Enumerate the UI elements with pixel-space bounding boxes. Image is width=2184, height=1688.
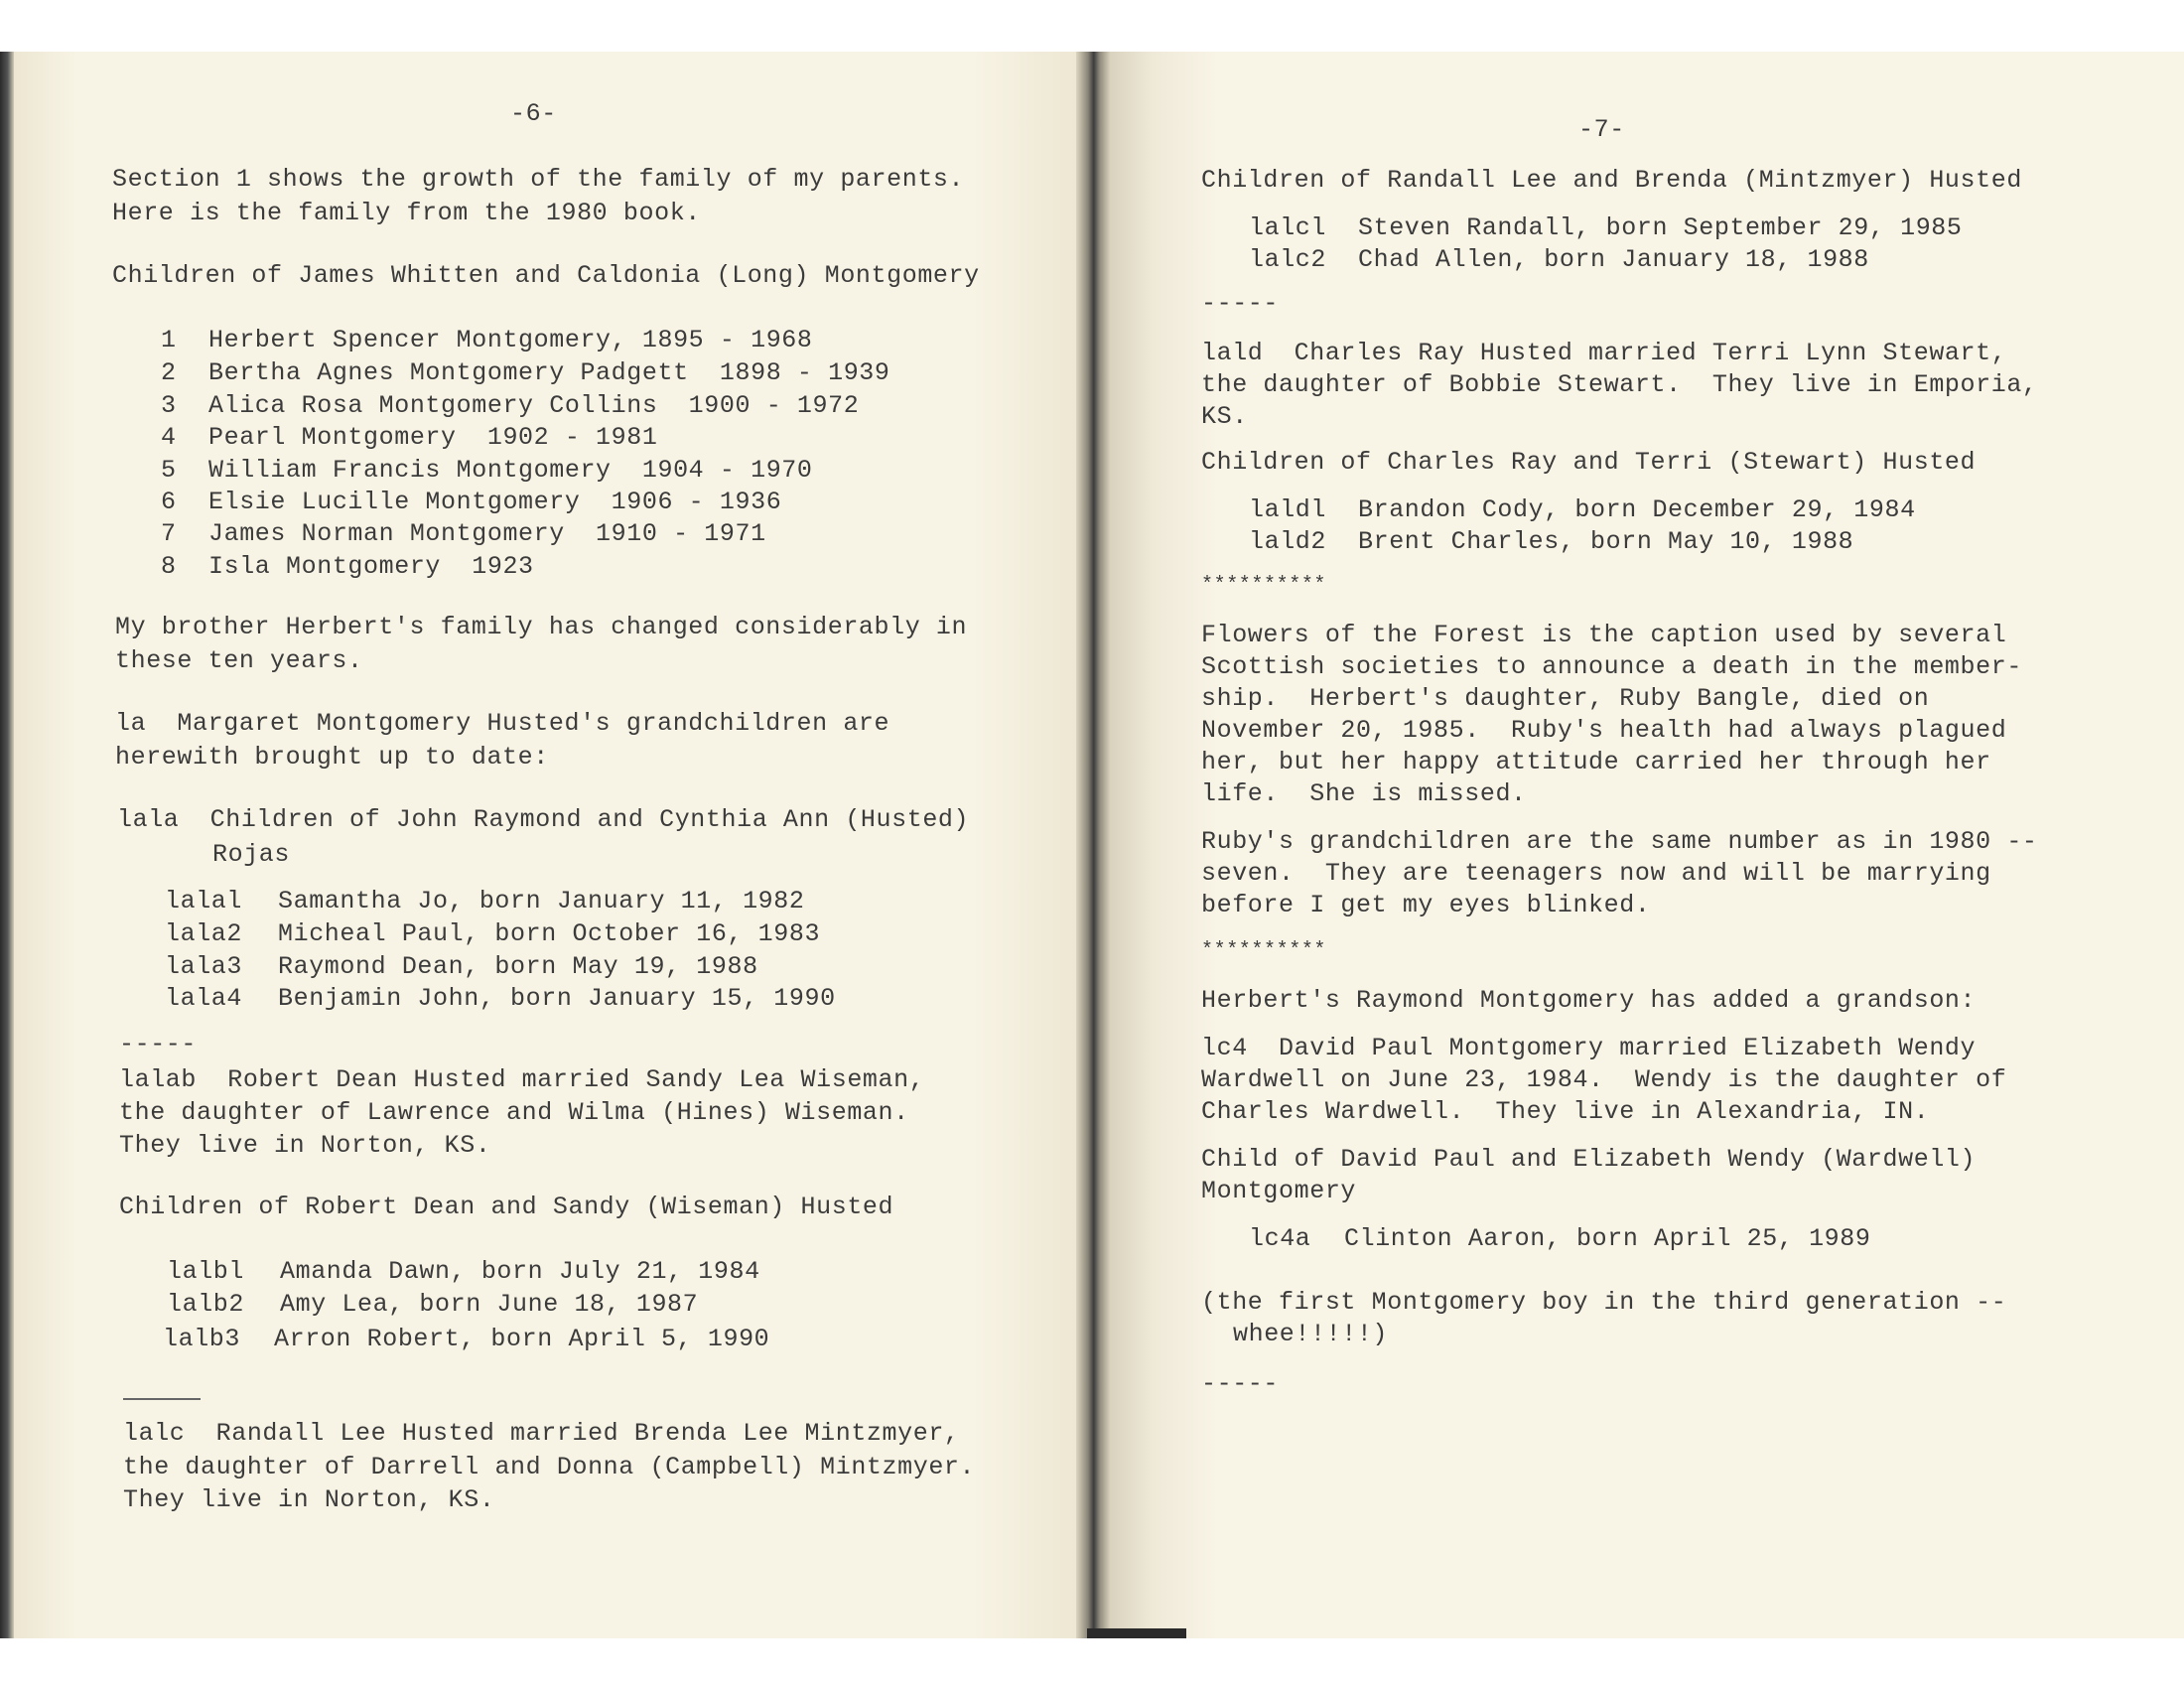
separator-rule: [123, 1398, 201, 1400]
lalab-line-2: the daughter of Lawrence and Wilma (Hines) Wiseman.: [119, 1098, 909, 1127]
lala-line-1: lala Children of John Raymond and Cynthia Ann (Husted): [117, 805, 970, 834]
child-entry: Alica Rosa Montgomery Collins 1900 - 1972: [208, 391, 860, 420]
entry-text: Brent Charles, born May 10, 1988: [1358, 527, 1854, 556]
la-line-2: herewith brought up to date:: [115, 743, 549, 772]
child-number: 5: [161, 456, 177, 485]
lc4-line: Wardwell on June 23, 1984. Wendy is the daughter of: [1201, 1065, 2007, 1094]
child-number: 8: [161, 552, 177, 581]
flowers-line: life. She is missed.: [1201, 779, 1527, 808]
book-left-edge: [0, 52, 14, 1638]
intro-line-1: Section 1 shows the growth of the family of my parents.: [112, 165, 965, 194]
ruby-line: seven. They are teenagers now and will be marrying: [1201, 859, 1991, 888]
entry-code: lalb2: [167, 1290, 245, 1319]
flowers-line: her, but her happy attitude carried her through her: [1201, 748, 1991, 776]
entry-text: Clinton Aaron, born April 25, 1989: [1344, 1224, 1871, 1253]
child-number: 3: [161, 391, 177, 420]
child-number: 4: [161, 423, 177, 452]
child-entry: William Francis Montgomery 1904 - 1970: [208, 456, 813, 485]
child-entry: Bertha Agnes Montgomery Padgett 1898 - 1939: [208, 358, 890, 387]
robert-heading: Children of Robert Dean and Sandy (Wiseman) Husted: [119, 1193, 894, 1221]
ruby-line: before I get my eyes blinked.: [1201, 891, 1651, 919]
page-number-right: -7-: [1578, 115, 1625, 144]
child-entry: Elsie Lucille Montgomery 1906 - 1936: [208, 488, 782, 516]
flowers-line: November 20, 1985. Ruby's health had always plagued: [1201, 716, 2007, 745]
child-number: 7: [161, 519, 177, 548]
child-number: 1: [161, 326, 177, 354]
child-entry: Isla Montgomery 1923: [208, 552, 534, 581]
lald-line-3: KS.: [1201, 402, 1248, 431]
flowers-line: ship. Herbert's daughter, Ruby Bangle, died on: [1201, 684, 1930, 713]
first-boy-line-2: whee!!!!!): [1233, 1320, 1389, 1348]
entry-text: Raymond Dean, born May 19, 1988: [278, 952, 758, 981]
entry-code: lala2: [165, 919, 243, 948]
randall-heading: Children of Randall Lee and Brenda (Mintzmyer) Husted: [1201, 166, 2022, 195]
raymond-line: Herbert's Raymond Montgomery has added a grandson:: [1201, 986, 1977, 1015]
lalc-line-2: the daughter of Darrell and Donna (Campbell) Mintzmyer.: [123, 1453, 976, 1481]
lalab-line-1: lalab Robert Dean Husted married Sandy Lea Wiseman,: [119, 1065, 925, 1094]
entry-text: Arron Robert, born April 5, 1990: [274, 1325, 770, 1353]
entry-text: Steven Randall, born September 29, 1985: [1358, 213, 1963, 242]
entry-code: laldl: [1249, 495, 1327, 524]
lalab-line-3: They live in Norton, KS.: [119, 1131, 491, 1160]
child-number: 2: [161, 358, 177, 387]
entry-code: lala3: [165, 952, 243, 981]
entry-code: lc4a: [1249, 1224, 1311, 1253]
entry-code: lald2: [1249, 527, 1327, 556]
entry-code: lala4: [165, 984, 243, 1013]
charles-heading: Children of Charles Ray and Terri (Stewart) Husted: [1201, 448, 1977, 477]
entry-code: lalc2: [1249, 245, 1327, 274]
separator-dashes: -----: [1201, 1369, 1280, 1398]
children-heading: Children of James Whitten and Caldonia (Long) Montgomery: [112, 261, 980, 290]
flowers-line: Scottish societies to announce a death in the member-: [1201, 652, 2022, 681]
entry-text: Micheal Paul, born October 16, 1983: [278, 919, 821, 948]
brother-line-2: these ten years.: [115, 646, 363, 675]
entry-text: Amanda Dawn, born July 21, 1984: [280, 1257, 760, 1286]
entry-code: lalal: [165, 887, 243, 915]
separator-dashes: -----: [1201, 289, 1280, 318]
la-line-1: la Margaret Montgomery Husted's grandchildren are: [115, 709, 890, 738]
lc4-line: lc4 David Paul Montgomery married Elizabeth Wendy: [1201, 1034, 1977, 1062]
entry-text: Amy Lea, born June 18, 1987: [280, 1290, 699, 1319]
lalc-line-1: lalc Randall Lee Husted married Brenda Lee Mintzmyer,: [123, 1419, 960, 1448]
child-of-line-2: Montgomery: [1201, 1177, 1357, 1205]
flowers-line: Flowers of the Forest is the caption used by several: [1201, 621, 2007, 649]
lald-line-2: the daughter of Bobbie Stewart. They live in Emporia,: [1201, 370, 2038, 399]
page-number-left: -6-: [510, 99, 557, 128]
entry-text: Samantha Jo, born January 11, 1982: [278, 887, 805, 915]
ruby-line: Ruby's grandchildren are the same number as in 1980 --: [1201, 827, 2038, 856]
child-of-line-1: Child of David Paul and Elizabeth Wendy (Wardwell): [1201, 1145, 1977, 1174]
entry-text: Benjamin John, born January 15, 1990: [278, 984, 836, 1013]
lalc-line-3: They live in Norton, KS.: [123, 1485, 495, 1514]
first-boy-line-1: (the first Montgomery boy in the third generation --: [1201, 1288, 2007, 1317]
book-gutter: [1076, 52, 1110, 1638]
child-number: 6: [161, 488, 177, 516]
gutter-shadow: [1087, 1628, 1186, 1638]
entry-code: lalcl: [1249, 213, 1327, 242]
child-entry: Pearl Montgomery 1902 - 1981: [208, 423, 658, 452]
lala-line-2: Rojas: [212, 840, 291, 869]
entry-code: lalb3: [163, 1325, 241, 1353]
entry-code: lalbl: [167, 1257, 245, 1286]
separator-stars: **********: [1201, 939, 1327, 962]
child-entry: Herbert Spencer Montgomery, 1895 - 1968: [208, 326, 813, 354]
child-entry: James Norman Montgomery 1910 - 1971: [208, 519, 766, 548]
intro-line-2: Here is the family from the 1980 book.: [112, 199, 701, 227]
lc4-line: Charles Wardwell. They live in Alexandria, IN.: [1201, 1097, 1930, 1126]
entry-text: Brandon Cody, born December 29, 1984: [1358, 495, 1916, 524]
brother-line-1: My brother Herbert's family has changed considerably in: [115, 613, 968, 641]
separator-dashes: -----: [119, 1030, 198, 1058]
entry-text: Chad Allen, born January 18, 1988: [1358, 245, 1869, 274]
separator-stars: **********: [1201, 574, 1327, 597]
lald-line-1: lald Charles Ray Husted married Terri Lynn Stewart,: [1201, 339, 2007, 367]
